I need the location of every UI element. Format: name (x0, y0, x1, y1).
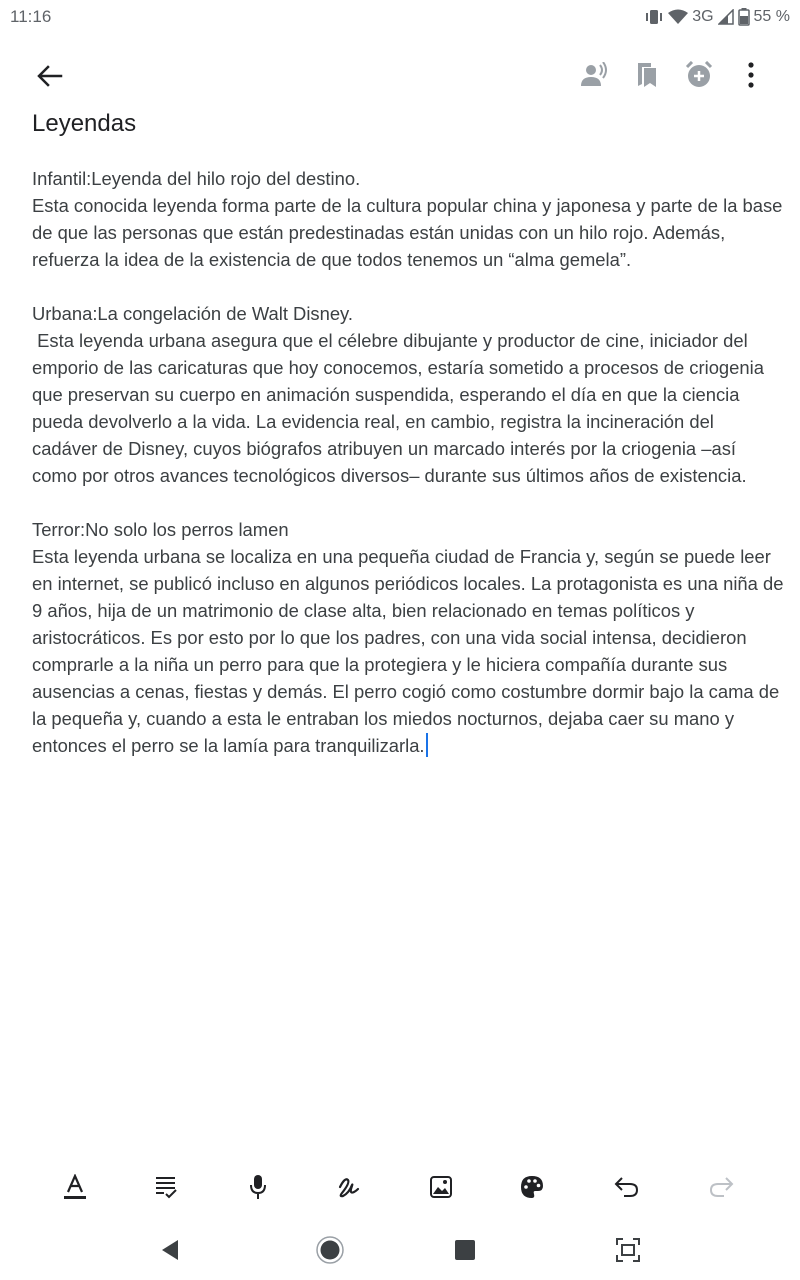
nav-recents-icon (454, 1239, 476, 1261)
note-title[interactable]: Leyendas (32, 110, 137, 137)
reminder-icon (685, 61, 713, 89)
more-vert-icon (747, 62, 755, 88)
back-button[interactable] (30, 56, 70, 96)
note-toolbar (0, 50, 800, 100)
reminder-button[interactable] (680, 56, 718, 94)
battery-icon (738, 8, 750, 26)
add-image-button[interactable] (424, 1170, 458, 1204)
read-aloud-button[interactable] (576, 56, 614, 94)
redo-icon (708, 1176, 734, 1198)
note-body-text: Infantil:Leyenda del hilo rojo del destino. Esta conocida leyenda forma parte de la cultura popular china y japonesa y parte de la base de que las personas que están predestinadas están unidas con un hilo rojo. Además, refuerza la idea de la existencia de que todos tenemos un “alma gemela”. Urbana:La congelación de Walt Disney. Esta leyenda urbana asegura que el célebre dibujante y productor de cine, iniciador del emporio de las caricaturas que hoy conocemos, estaría sometido a procesos de criogenia que preservan su cuerpo en animación suspendida, esperando el día en que la ciencia pueda devolverlo a la vida. La evidencia real, en cambio, registra la incineración del cadáver de Disney, cuyos biógrafos atribuyen un marcado interés por la criogenia –así como por otros avances tecnológicos diversos– durante sus últimos años de existencia. Terror:No solo los perros lamen Esta leyenda urbana se localiza en una pequeña ciudad de Francia y, según se puede leer en internet, se publicó incluso en algunos periódicos locales. La protagonista es una niña de 9 años, hija de un matrimonio de clase alta, bien relacionado en temas políticos y aristocráticos. Es por esto por lo que los padres, con una vida social intensa, decidieron comprarle a la niña un perro para que la protegiera y le hiciera compañía durante sus ausencias a cenas, fiestas y demás. El perro cogió como costumbre dormir bajo la cama de la pequeña y, cuando a esta le entraban los miedos nocturnos, dejaba caer su mano y entonces el perro se la lamía para tranquilizarla. (32, 168, 784, 756)
nav-home-button[interactable] (312, 1232, 348, 1268)
arrow-back-icon (37, 65, 63, 87)
system-nav-bar (0, 1228, 800, 1274)
text-cursor (426, 733, 428, 757)
background-color-button[interactable] (515, 1170, 549, 1204)
text-format-icon (63, 1174, 87, 1200)
undo-icon (614, 1176, 640, 1198)
checklist-button[interactable] (149, 1170, 183, 1204)
undo-button[interactable] (610, 1170, 644, 1204)
more-options-button[interactable] (732, 56, 770, 94)
toolbar-actions (576, 56, 770, 94)
vibrate-icon (644, 9, 664, 25)
status-time: 11:16 (10, 7, 52, 26)
handwriting-button[interactable] (332, 1170, 366, 1204)
nav-home-icon (315, 1235, 345, 1265)
note-body[interactable] (32, 165, 784, 759)
nav-back-icon (160, 1239, 180, 1261)
bottom-toolbar (0, 1162, 800, 1212)
voice-input-button[interactable] (241, 1170, 275, 1204)
screenshot-icon (616, 1238, 640, 1262)
bookmark-button[interactable] (628, 56, 666, 94)
wifi-icon (668, 9, 688, 25)
status-icons (644, 8, 790, 26)
microphone-icon (249, 1174, 267, 1200)
image-icon (429, 1175, 453, 1199)
read-aloud-icon (580, 62, 610, 88)
screenshot-button[interactable] (610, 1232, 646, 1268)
nav-recents-button[interactable] (447, 1232, 483, 1268)
handwriting-icon (337, 1175, 361, 1199)
nav-back-button[interactable] (152, 1232, 188, 1268)
palette-icon (520, 1175, 544, 1199)
battery-level: 55 % (753, 8, 790, 25)
redo-button[interactable] (704, 1170, 738, 1204)
network-type: 3G (692, 8, 714, 25)
signal-icon (718, 9, 734, 25)
status-bar (0, 0, 800, 34)
checklist-icon (155, 1175, 177, 1199)
text-format-button[interactable] (58, 1170, 92, 1204)
bookmark-icon (635, 62, 659, 88)
